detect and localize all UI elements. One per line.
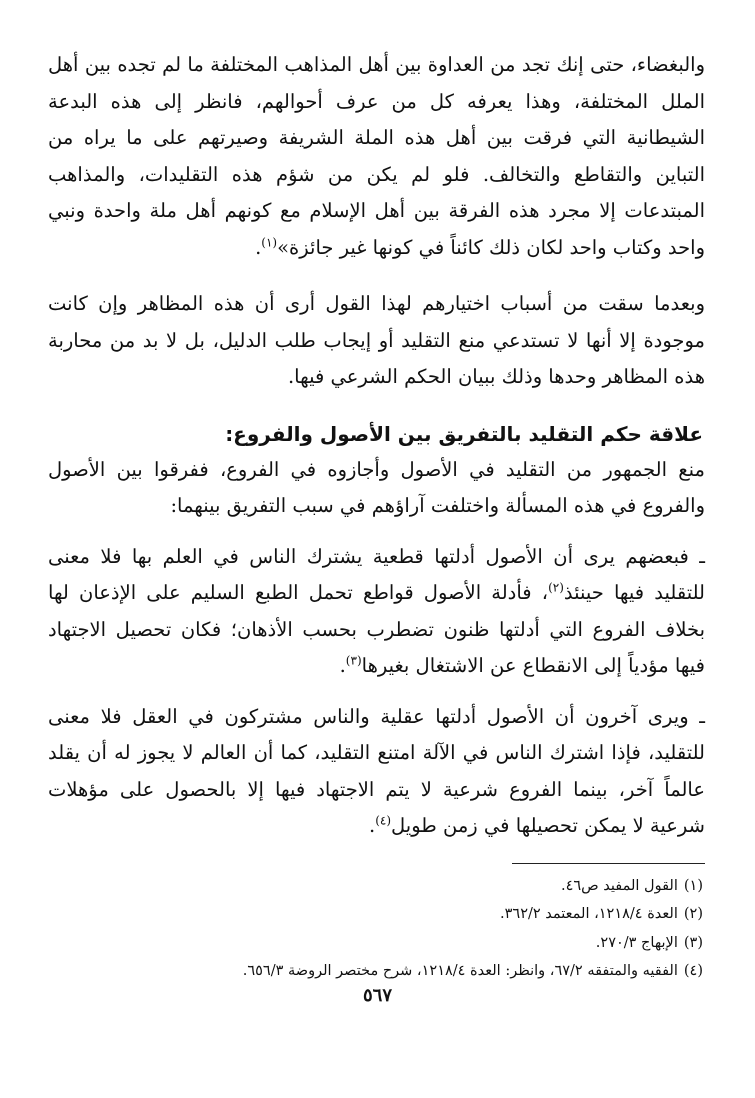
paragraph-end: .	[339, 654, 346, 677]
footnote-number: (٤)	[683, 963, 703, 979]
footnote-text: الإبهاج ٢٧٠/٣.	[595, 934, 678, 951]
paragraph-author-opinion	[48, 286, 705, 396]
footnote-number: (٢)	[683, 906, 703, 922]
footnote-separator-wrap	[48, 845, 705, 872]
paragraph-text: ، فأدلة الأصول قواطع تحمل الطبع السليم على الإذعان لها بخلاف الفروع التي أدلتها ظنون تضطرب بحسب الأذهان؛ فكان تحصيل الاجتهاد فيها مؤدياً إلى الانقطاع عن الاشتغال بغيرها	[48, 581, 705, 677]
paragraph-end: .	[369, 814, 376, 837]
footnote-2	[48, 900, 703, 929]
paragraph-intro	[48, 452, 705, 525]
section-heading: علاقة حكم التقليد بالتفريق بين الأصول والفروع:	[225, 421, 703, 446]
paragraph-end: .	[255, 235, 262, 259]
footnote-number: (٣)	[683, 934, 703, 951]
footnote-4	[48, 957, 703, 986]
footnote-1	[48, 872, 703, 901]
footnote-text: العدة ١٢١٨/٤، المعتمد ٣٦٢/٢.	[500, 906, 678, 922]
paragraph-quote-ending	[48, 47, 705, 266]
paragraph-text: منع الجمهور من التقليد في الأصول وأجازوه في الفروع، ففرقوا بين الأصول والفروع في هذه المسألة واختلفت آراؤهم في سبب التفريق بينهما:	[48, 457, 705, 517]
paragraph-text: ـ ويرى آخرون أن الأصول أدلتها عقلية والناس مشتركون في العقل فلا معنى للتقليد، فإذا اشترك الناس في الآلة امتنع التقليد، كما أن العالم لا يجوز له أن يقلد عالماً آخر، بينما الفروع شرعية لا يتم الاجتهاد فيها إلا بالحصول على مؤهلات شرعية لا يمكن تحصيلها في زمن طويل	[48, 704, 705, 837]
paragraph-text: والبغضاء، حتى إنك تجد من العداوة بين أهل المذاهب المختلفة ما لم تجده بين أهل الملل المختلفة، وهذا يعرفه كل من عرف أحوالهم، فانظر إلى هذه البدعة الشيطانية التي فرقت بين أهل هذه الملة الشريفة وصيرتهم على ما يراه من التباين والتقاطع والتخالف. فلو لم يكن من شؤم هذه التقليدات، والمذاهب المبتدعات إلا مجرد هذه الفرقة بين أهل الإسلام مع كونهم أهل ملة واحدة ونبي واحد وكتاب واحد لكان ذلك كائناً في كونها غير جائزة»	[48, 53, 705, 259]
footnotes	[48, 872, 705, 986]
footnote-ref[interactable]: (٤)	[375, 813, 392, 828]
paragraph-text: ـ فبعضهم يرى أن الأصول أدلتها قطعية يشترك الناس في العلم بها فلا معنى للتقليد فيها حينئذ	[48, 544, 705, 604]
footnote-ref[interactable]: (١)	[261, 235, 278, 249]
paragraph-view-one	[48, 539, 705, 685]
page-number: ٥٦٧	[362, 985, 392, 1006]
footnote-ref[interactable]: (٣)	[345, 653, 362, 668]
footnote-ref[interactable]: (٢)	[548, 580, 564, 595]
footnote-number: (١)	[683, 877, 703, 894]
paragraph-view-two	[48, 699, 705, 845]
footnote-separator	[512, 863, 705, 864]
footnote-3	[48, 929, 703, 958]
footnote-text: القول المفيد ص٤٦.	[560, 877, 678, 894]
footnote-text: الفقيه والمتفقه ٦٧/٢، وانظر: العدة ١٢١٨/٤، شرح مختصر الروضة ٦٥٦/٣.	[242, 963, 678, 979]
paragraph-text: وبعدما سقت من أسباب اختيارهم لهذا القول أرى أن هذه المظاهر وإن كانت موجودة إلا أنها لا تستدعي منع التقليد أو إيجاب طلب الدليل، بل لا بد من محاربة هذه المظاهر وحدها وذلك ببيان الحكم الشرعي فيها.	[48, 292, 705, 388]
